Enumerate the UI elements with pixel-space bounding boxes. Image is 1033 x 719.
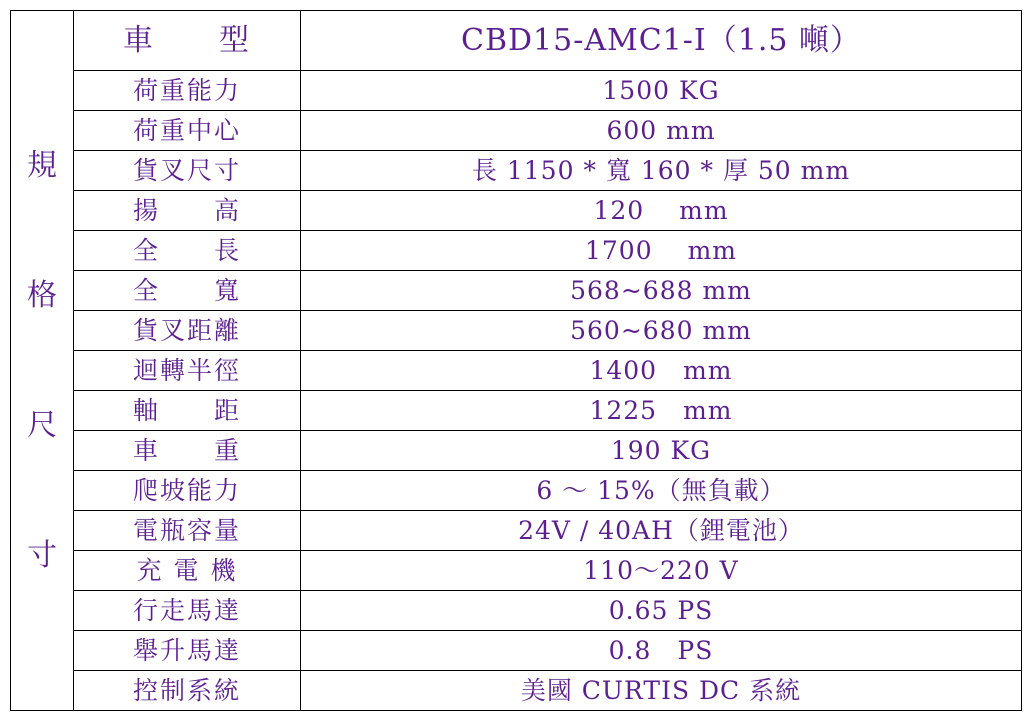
spec-value-cell	[301, 231, 1022, 271]
spec-value-cell	[301, 311, 1022, 351]
spec-value-cell	[301, 71, 1022, 111]
spec-value: 0.8 PS	[608, 636, 714, 665]
spec-value-cell	[301, 191, 1022, 231]
group-label-char: 格	[27, 277, 57, 313]
spec-row	[11, 191, 1022, 231]
spec-value: 1400 mm	[589, 356, 733, 385]
spec-label: 迴轉半徑	[132, 356, 241, 385]
spec-value: 1225 mm	[589, 396, 733, 425]
spec-row	[11, 311, 1022, 351]
spec-label: 貨叉距離	[132, 316, 241, 345]
spec-value: 568~688 mm	[570, 276, 752, 305]
spec-value: 560~680 mm	[570, 316, 752, 345]
spec-label: 軸 距	[132, 396, 241, 425]
spec-value-cell	[301, 511, 1022, 551]
spec-value: 6 ～ 15%（無負載）	[536, 476, 786, 505]
header-label: 車 型	[123, 22, 251, 58]
spec-row	[11, 671, 1022, 711]
spec-label-cell	[74, 591, 301, 631]
spec-row	[11, 591, 1022, 631]
spec-row	[11, 351, 1022, 391]
header-value: CBD15-AMC1-I（1.5 噸）	[460, 22, 862, 58]
spec-row	[11, 71, 1022, 111]
spec-row	[11, 391, 1022, 431]
spec-row	[11, 471, 1022, 511]
spec-label-cell	[74, 191, 301, 231]
spec-label: 荷重中心	[132, 116, 241, 145]
spec-value-cell	[301, 111, 1022, 151]
spec-label: 荷重能力	[132, 76, 241, 105]
spec-label: 充 電 機	[136, 556, 238, 585]
spec-row	[11, 631, 1022, 671]
spec-value-cell	[301, 471, 1022, 511]
spec-row	[11, 111, 1022, 151]
spec-label-cell	[74, 231, 301, 271]
spec-value: 24V / 40AH（鋰電池）	[518, 516, 804, 545]
spec-row	[11, 511, 1022, 551]
spec-value: 190 KG	[610, 436, 712, 465]
spec-value: 120 mm	[593, 196, 729, 225]
spec-table-body	[11, 11, 1022, 711]
spec-label: 舉升馬達	[132, 636, 241, 665]
spec-label: 揚 高	[132, 196, 241, 225]
group-label-char: 尺	[27, 407, 57, 443]
spec-row	[11, 431, 1022, 471]
spec-label-cell	[74, 431, 301, 471]
spec-value: 1700 mm	[585, 236, 737, 265]
spec-value: 1500 KG	[602, 76, 720, 105]
header-row	[11, 11, 1022, 71]
spec-value-cell	[301, 591, 1022, 631]
spec-value: 長 1150 * 寬 160 * 厚 50 mm	[471, 156, 851, 185]
spec-value-cell	[301, 391, 1022, 431]
header-label-cell	[74, 11, 301, 71]
spec-label: 爬坡能力	[132, 476, 241, 505]
spec-value: 600 mm	[606, 116, 716, 145]
group-label-char: 寸	[27, 537, 57, 573]
spec-label-cell	[74, 271, 301, 311]
spec-label-cell	[74, 471, 301, 511]
spec-row	[11, 151, 1022, 191]
spec-value: 美國 CURTIS DC 系統	[520, 676, 802, 705]
spec-label-cell	[74, 351, 301, 391]
spec-label-cell	[74, 671, 301, 711]
group-label-cell	[11, 11, 74, 711]
spec-label: 全 寬	[132, 276, 241, 305]
group-label	[11, 61, 73, 661]
spec-value-cell	[301, 631, 1022, 671]
spec-label: 行走馬達	[132, 596, 241, 625]
spec-value-cell	[301, 431, 1022, 471]
spec-value-cell	[301, 351, 1022, 391]
spec-value: 110～220 V	[583, 556, 739, 585]
spec-row	[11, 271, 1022, 311]
header-value-cell	[301, 11, 1022, 71]
spec-label-cell	[74, 71, 301, 111]
spec-label-cell	[74, 631, 301, 671]
spec-label-cell	[74, 111, 301, 151]
spec-label-cell	[74, 311, 301, 351]
spec-table	[10, 10, 1022, 711]
spec-row	[11, 231, 1022, 271]
spec-label: 全 長	[132, 236, 241, 265]
spec-label: 控制系統	[132, 676, 241, 705]
spec-value-cell	[301, 671, 1022, 711]
spec-label-cell	[74, 511, 301, 551]
group-label-char: 規	[27, 147, 57, 183]
spec-label-cell	[74, 551, 301, 591]
spec-label: 貨叉尺寸	[132, 156, 241, 185]
spec-label-cell	[74, 391, 301, 431]
spec-label: 電瓶容量	[132, 516, 241, 545]
spec-value-cell	[301, 151, 1022, 191]
spec-label: 車 重	[132, 436, 241, 465]
spec-row	[11, 551, 1022, 591]
spec-value-cell	[301, 551, 1022, 591]
spec-value-cell	[301, 271, 1022, 311]
spec-value: 0.65 PS	[608, 596, 714, 625]
spec-label-cell	[74, 151, 301, 191]
